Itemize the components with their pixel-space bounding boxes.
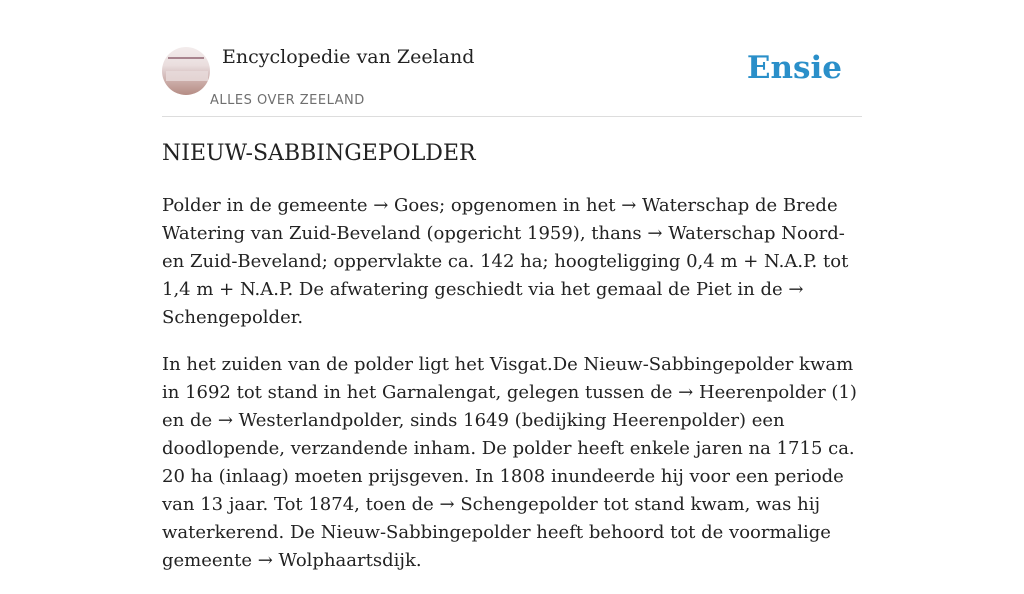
site-avatar[interactable] bbox=[162, 47, 210, 95]
xref-link-waterschap-noord-zuid-beveland[interactable]: → Waterschap Noord- en Zuid-Beveland bbox=[162, 223, 845, 272]
text-run: ; oppervlakte ca. 142 ha; hoogteligging 0,4 m + N.A.P. tot 1,4 m + N.A.P. De afwatering geschiedt via het gemaal de Piet in de bbox=[162, 251, 849, 300]
text-run: tot stand kwam, was hij waterkerend. De Nieuw-Sabbingepolder heeft behoord tot de voormalige gemeente bbox=[162, 494, 831, 571]
brand-logo-link[interactable]: Ensie bbox=[746, 50, 842, 86]
xref-link-westerlandpolder[interactable]: → Westerlandpolder bbox=[217, 410, 399, 431]
text-run: , sinds 1649 (bedijking Heerenpolder) een doodlopende, verzandende inham. De polder heeft enkele jaren na 1715 ca. 20 ha (inlaag) moeten prijsgeven. In 1808 inundeerde hij voor een periode van 13 jaar. Tot 1874, toen de bbox=[162, 410, 855, 515]
text-run: Polder in de gemeente bbox=[162, 195, 374, 216]
xref-link-wolphaartsdijk[interactable]: → Wolphaartsdijk bbox=[257, 550, 416, 571]
xref-link-brede-watering[interactable]: → Waterschap de Brede Watering van Zuid-Beveland bbox=[162, 195, 838, 244]
text-run: . bbox=[415, 550, 422, 571]
avatar-decoration bbox=[166, 71, 208, 81]
xref-link-goes[interactable]: → Goes bbox=[373, 195, 440, 216]
entry-title: NIEUW-SABBINGEPOLDER bbox=[162, 141, 476, 166]
text-run: en de bbox=[162, 410, 218, 431]
text-run: ; opgenomen in het bbox=[439, 195, 622, 216]
text-run: (opgericht 1959), thans bbox=[420, 223, 648, 244]
avatar-decoration bbox=[168, 57, 204, 59]
paragraph bbox=[162, 192, 862, 332]
site-tagline: ALLES OVER ZEELAND bbox=[210, 93, 365, 108]
text-run: . bbox=[297, 307, 304, 328]
site-header bbox=[162, 0, 862, 117]
page-container bbox=[162, 0, 862, 571]
text-run: In het zuiden van de polder ligt het Visgat.De Nieuw-Sabbingepolder kwam in 1692 tot stand in het Garnalengat, gelegen tussen de bbox=[162, 354, 854, 403]
xref-link-schengepolder-2[interactable]: → Schengepolder bbox=[439, 494, 598, 515]
entry-body bbox=[162, 192, 862, 594]
paragraph bbox=[162, 351, 862, 575]
xref-link-heerenpolder[interactable]: → Heerenpolder (1) bbox=[678, 382, 857, 403]
xref-link-schengepolder[interactable]: → Schengepolder bbox=[162, 279, 804, 328]
site-title[interactable]: Encyclopedie van Zeeland bbox=[222, 46, 475, 68]
